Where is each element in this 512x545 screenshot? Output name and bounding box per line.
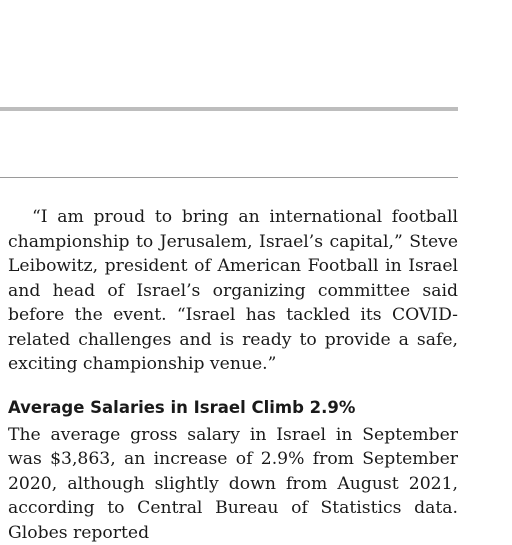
section-body-paragraph: The average gross salary in Israel in September was $3,863, an increase of 2.9% from September 2020, although slightly down from August 2021, according to Central Bureau of Statistics data. Globes reported <box>8 423 458 545</box>
article-body <box>8 205 458 545</box>
quote-paragraph: “I am proud to bring an international football championship to Jerusalem, Israel’s capital,” Steve Leibowitz, president of American Football in Israel and head of Israel’s organizing committee said before the event. “Israel has tackled its COVID-related challenges and is ready to provide a safe, exciting championship venue.” <box>8 205 458 377</box>
divider-thick <box>0 107 458 111</box>
section-heading: Average Salaries in Israel Climb 2.9% <box>8 397 458 419</box>
divider-thin <box>0 177 458 178</box>
